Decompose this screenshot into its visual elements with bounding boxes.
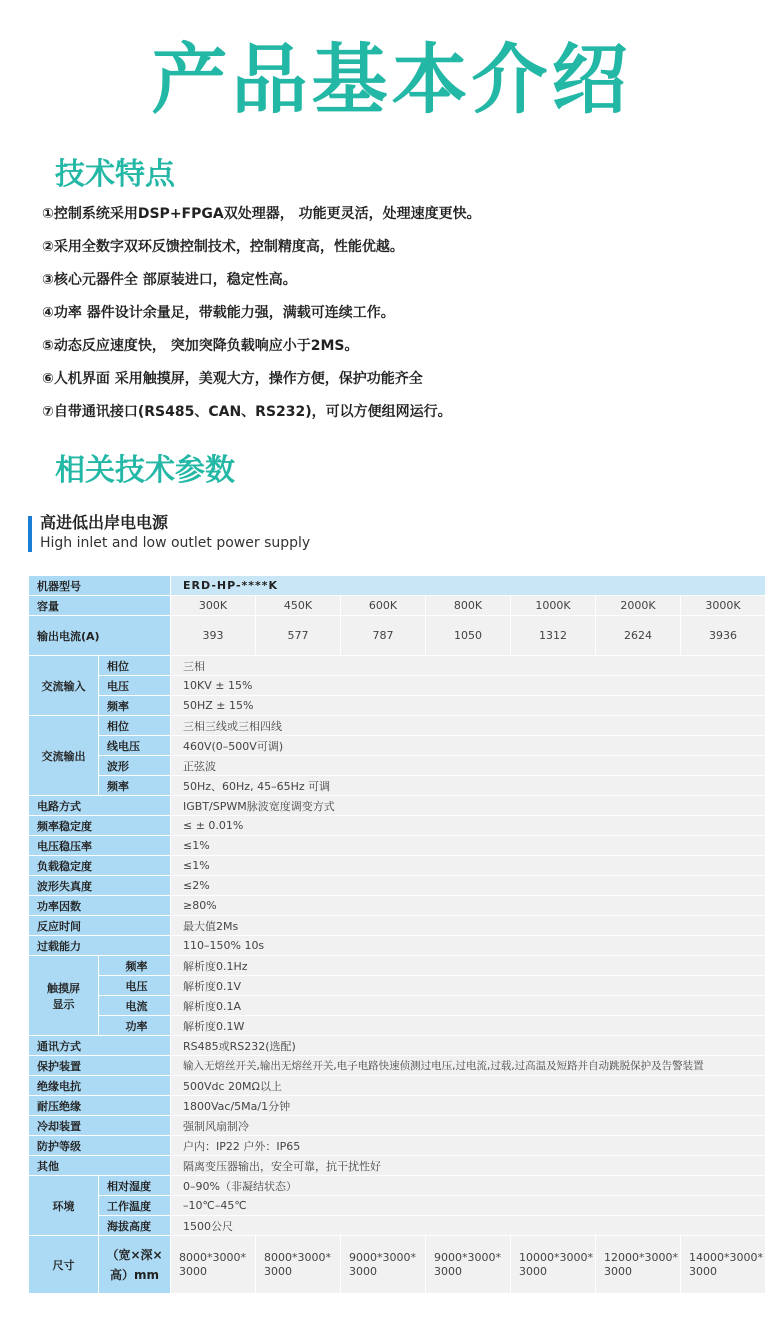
page-title: 产品基本介绍 xyxy=(151,35,632,124)
row-label: 冷却装置 xyxy=(29,1116,171,1136)
table-row xyxy=(29,796,766,816)
table-row xyxy=(29,736,766,756)
sub-label: 电压 xyxy=(99,676,171,696)
group-label: 交流输入 xyxy=(29,656,99,716)
row-label: 反应时间 xyxy=(29,916,171,936)
value-cell: 正弦波 xyxy=(171,756,766,776)
dimension-line: 3000 xyxy=(264,1264,292,1278)
table-row xyxy=(29,656,766,676)
table-row xyxy=(29,1116,766,1136)
dimension-cell xyxy=(171,1236,256,1294)
table-row xyxy=(29,836,766,856)
dimension-cell xyxy=(426,1236,511,1294)
dimension-line: 9000*3000* xyxy=(434,1250,501,1264)
capacity-cell: 3000K xyxy=(681,596,766,616)
sub-label: 频率 xyxy=(99,696,171,716)
dimension-cell xyxy=(681,1236,766,1294)
value-cell: ≤1% xyxy=(171,856,766,876)
table-row xyxy=(29,1136,766,1156)
row-label: 负载稳定度 xyxy=(29,856,171,876)
value-cell: 解析度0.1A xyxy=(171,996,766,1016)
sub-label: 相位 xyxy=(99,716,171,736)
sub-label: 功率 xyxy=(99,1016,171,1036)
table-row xyxy=(29,1176,766,1196)
dimension-unit: （宽×深×高）mm xyxy=(99,1236,171,1294)
value-cell: 460V(0–500V可调) xyxy=(171,736,766,756)
feature-item: ⑤动态反应速度快， 突加突降负载响应小于2MS。 xyxy=(42,338,359,354)
table-row xyxy=(29,1096,766,1116)
accent-bar xyxy=(28,516,32,552)
sub-label: 波形 xyxy=(99,756,171,776)
value-cell: RS485或RS232(选配) xyxy=(171,1036,766,1056)
table-row xyxy=(29,576,766,596)
table-row xyxy=(29,616,766,656)
current-cell: 3936 xyxy=(681,616,766,656)
table-row xyxy=(29,1056,766,1076)
table-row xyxy=(29,936,766,956)
table-row xyxy=(29,1036,766,1056)
row-label: 功率因数 xyxy=(29,896,171,916)
capacity-cell: 1000K xyxy=(511,596,596,616)
row-label: 输出电流(A) xyxy=(29,616,171,656)
table-row xyxy=(29,976,766,996)
group-label: 尺寸 xyxy=(29,1236,99,1294)
table-row xyxy=(29,996,766,1016)
table-row xyxy=(29,776,766,796)
dimension-cell xyxy=(511,1236,596,1294)
dimension-cell xyxy=(341,1236,426,1294)
row-label: 耐压绝缘 xyxy=(29,1096,171,1116)
value-cell: 500Vdc 20MΩ以上 xyxy=(171,1076,766,1096)
feature-item: ④功率 器件设计余量足，带载能力强，满载可连续工作。 xyxy=(42,305,395,321)
value-cell: 10KV ± 15% xyxy=(171,676,766,696)
dimension-line: 3000 xyxy=(434,1264,462,1278)
sub-label: 电流 xyxy=(99,996,171,1016)
value-cell: 50Hz、60Hz, 45–65Hz 可调 xyxy=(171,776,766,796)
dimension-line: 14000*3000* xyxy=(689,1250,763,1264)
row-label: 波形失真度 xyxy=(29,876,171,896)
row-label: 电压稳压率 xyxy=(29,836,171,856)
touch-label-line1: 触摸屏 xyxy=(47,981,80,995)
capacity-cell: 600K xyxy=(341,596,426,616)
product-name-cn: 高进低出岸电电源 xyxy=(40,513,169,532)
table-row xyxy=(29,1236,766,1294)
feature-item: ⑦自带通讯接口(RS485、CAN、RS232)，可以方便组网运行。 xyxy=(42,404,452,420)
dimension-cell xyxy=(596,1236,681,1294)
table-row xyxy=(29,1016,766,1036)
table-row xyxy=(29,856,766,876)
current-cell: 2624 xyxy=(596,616,681,656)
sub-label: 海拔高度 xyxy=(99,1216,171,1236)
sub-label: 线电压 xyxy=(99,736,171,756)
table-row xyxy=(29,1196,766,1216)
value-cell: ≤2% xyxy=(171,876,766,896)
table-row xyxy=(29,876,766,896)
value-cell: 强制风扇制冷 xyxy=(171,1116,766,1136)
dimension-line: 8000*3000* xyxy=(179,1250,246,1264)
value-cell: 0–90%（非凝结状态） xyxy=(171,1176,766,1196)
value-cell: ≤1% xyxy=(171,836,766,856)
params-heading: 相关技术参数 xyxy=(55,453,235,488)
table-row xyxy=(29,1216,766,1236)
value-cell: 三相 xyxy=(171,656,766,676)
table-row xyxy=(29,1076,766,1096)
feature-list xyxy=(42,198,772,429)
table-row xyxy=(29,956,766,976)
dimension-line: 3000 xyxy=(689,1264,717,1278)
value-cell: 三相三线或三相四线 xyxy=(171,716,766,736)
dimension-line: 9000*3000* xyxy=(349,1250,416,1264)
feature-item: ⑥人机界面 采用触摸屏，美观大方，操作方便，保护功能齐全 xyxy=(42,371,423,387)
value-cell: ≥80% xyxy=(171,896,766,916)
table-row xyxy=(29,1156,766,1176)
model-value: ERD-HP-****K xyxy=(171,576,766,596)
value-cell: 最大值2Ms xyxy=(171,916,766,936)
value-cell: 户内：IP22 户外：IP65 xyxy=(171,1136,766,1156)
group-label: 环境 xyxy=(29,1176,99,1236)
value-cell: 解析度0.1W xyxy=(171,1016,766,1036)
table-row xyxy=(29,756,766,776)
dimension-cell xyxy=(256,1236,341,1294)
row-label: 机器型号 xyxy=(29,576,171,596)
value-cell: 1800Vac/5Ma/1分钟 xyxy=(171,1096,766,1116)
sub-label: 频率 xyxy=(99,776,171,796)
product-name-en: High inlet and low outlet power supply xyxy=(40,535,311,551)
dimension-line: 12000*3000* xyxy=(604,1250,678,1264)
dimension-line: 3000 xyxy=(179,1264,207,1278)
row-label: 通讯方式 xyxy=(29,1036,171,1056)
capacity-cell: 800K xyxy=(426,596,511,616)
value-cell: ≤ ± 0.01% xyxy=(171,816,766,836)
table-row xyxy=(29,696,766,716)
current-cell: 393 xyxy=(171,616,256,656)
table-row xyxy=(29,916,766,936)
group-label: 交流输出 xyxy=(29,716,99,796)
sub-label: 频率 xyxy=(99,956,171,976)
feature-item: ②采用全数字双环反馈控制技术，控制精度高，性能优越。 xyxy=(42,239,404,255)
table-row xyxy=(29,896,766,916)
value-cell: –10℃–45℃ xyxy=(171,1196,766,1216)
dimension-line: 3000 xyxy=(604,1264,632,1278)
sub-label: 相位 xyxy=(99,656,171,676)
sub-label: 相对湿度 xyxy=(99,1176,171,1196)
value-cell: 解析度0.1Hz xyxy=(171,956,766,976)
dimension-line: 3000 xyxy=(519,1264,547,1278)
current-cell: 1050 xyxy=(426,616,511,656)
dimension-line: 10000*3000* xyxy=(519,1250,593,1264)
value-cell: 解析度0.1V xyxy=(171,976,766,996)
current-cell: 787 xyxy=(341,616,426,656)
sub-label: 电压 xyxy=(99,976,171,996)
current-cell: 1312 xyxy=(511,616,596,656)
value-cell: 1500公尺 xyxy=(171,1216,766,1236)
value-cell: IGBT/SPWM脉波宽度调变方式 xyxy=(171,796,766,816)
value-cell: 隔离变压器输出，安全可靠，抗干扰性好 xyxy=(171,1156,766,1176)
table-row xyxy=(29,676,766,696)
sub-label: 工作温度 xyxy=(99,1196,171,1216)
row-label: 绝缘电抗 xyxy=(29,1076,171,1096)
table-row xyxy=(29,816,766,836)
table-row xyxy=(29,716,766,736)
capacity-cell: 450K xyxy=(256,596,341,616)
features-heading: 技术特点 xyxy=(55,157,175,192)
capacity-cell: 300K xyxy=(171,596,256,616)
feature-item: ③核心元器件全 部原装进口，稳定性高。 xyxy=(42,272,297,288)
row-label: 容量 xyxy=(29,596,171,616)
capacity-cell: 2000K xyxy=(596,596,681,616)
row-label: 其他 xyxy=(29,1156,171,1176)
row-label: 防护等级 xyxy=(29,1136,171,1156)
dimension-line: 8000*3000* xyxy=(264,1250,331,1264)
row-label: 保护装置 xyxy=(29,1056,171,1076)
row-label: 过载能力 xyxy=(29,936,171,956)
feature-item: ①控制系统采用DSP+FPGA双处理器， 功能更灵活，处理速度更快。 xyxy=(42,206,481,222)
dimension-line: 3000 xyxy=(349,1264,377,1278)
group-label xyxy=(29,956,99,1036)
row-label: 频率稳定度 xyxy=(29,816,171,836)
spec-table xyxy=(28,575,766,1294)
row-label: 电路方式 xyxy=(29,796,171,816)
value-cell: 50HZ ± 15% xyxy=(171,696,766,716)
touch-label-line2: 显示 xyxy=(52,997,75,1011)
table-row xyxy=(29,596,766,616)
current-cell: 577 xyxy=(256,616,341,656)
value-cell: 输入无熔丝开关,输出无熔丝开关,电子电路快速侦测过电压,过电流,过载,过高温及短路并自动跳脱保护及告警装置 xyxy=(171,1056,766,1076)
value-cell: 110–150% 10s xyxy=(171,936,766,956)
